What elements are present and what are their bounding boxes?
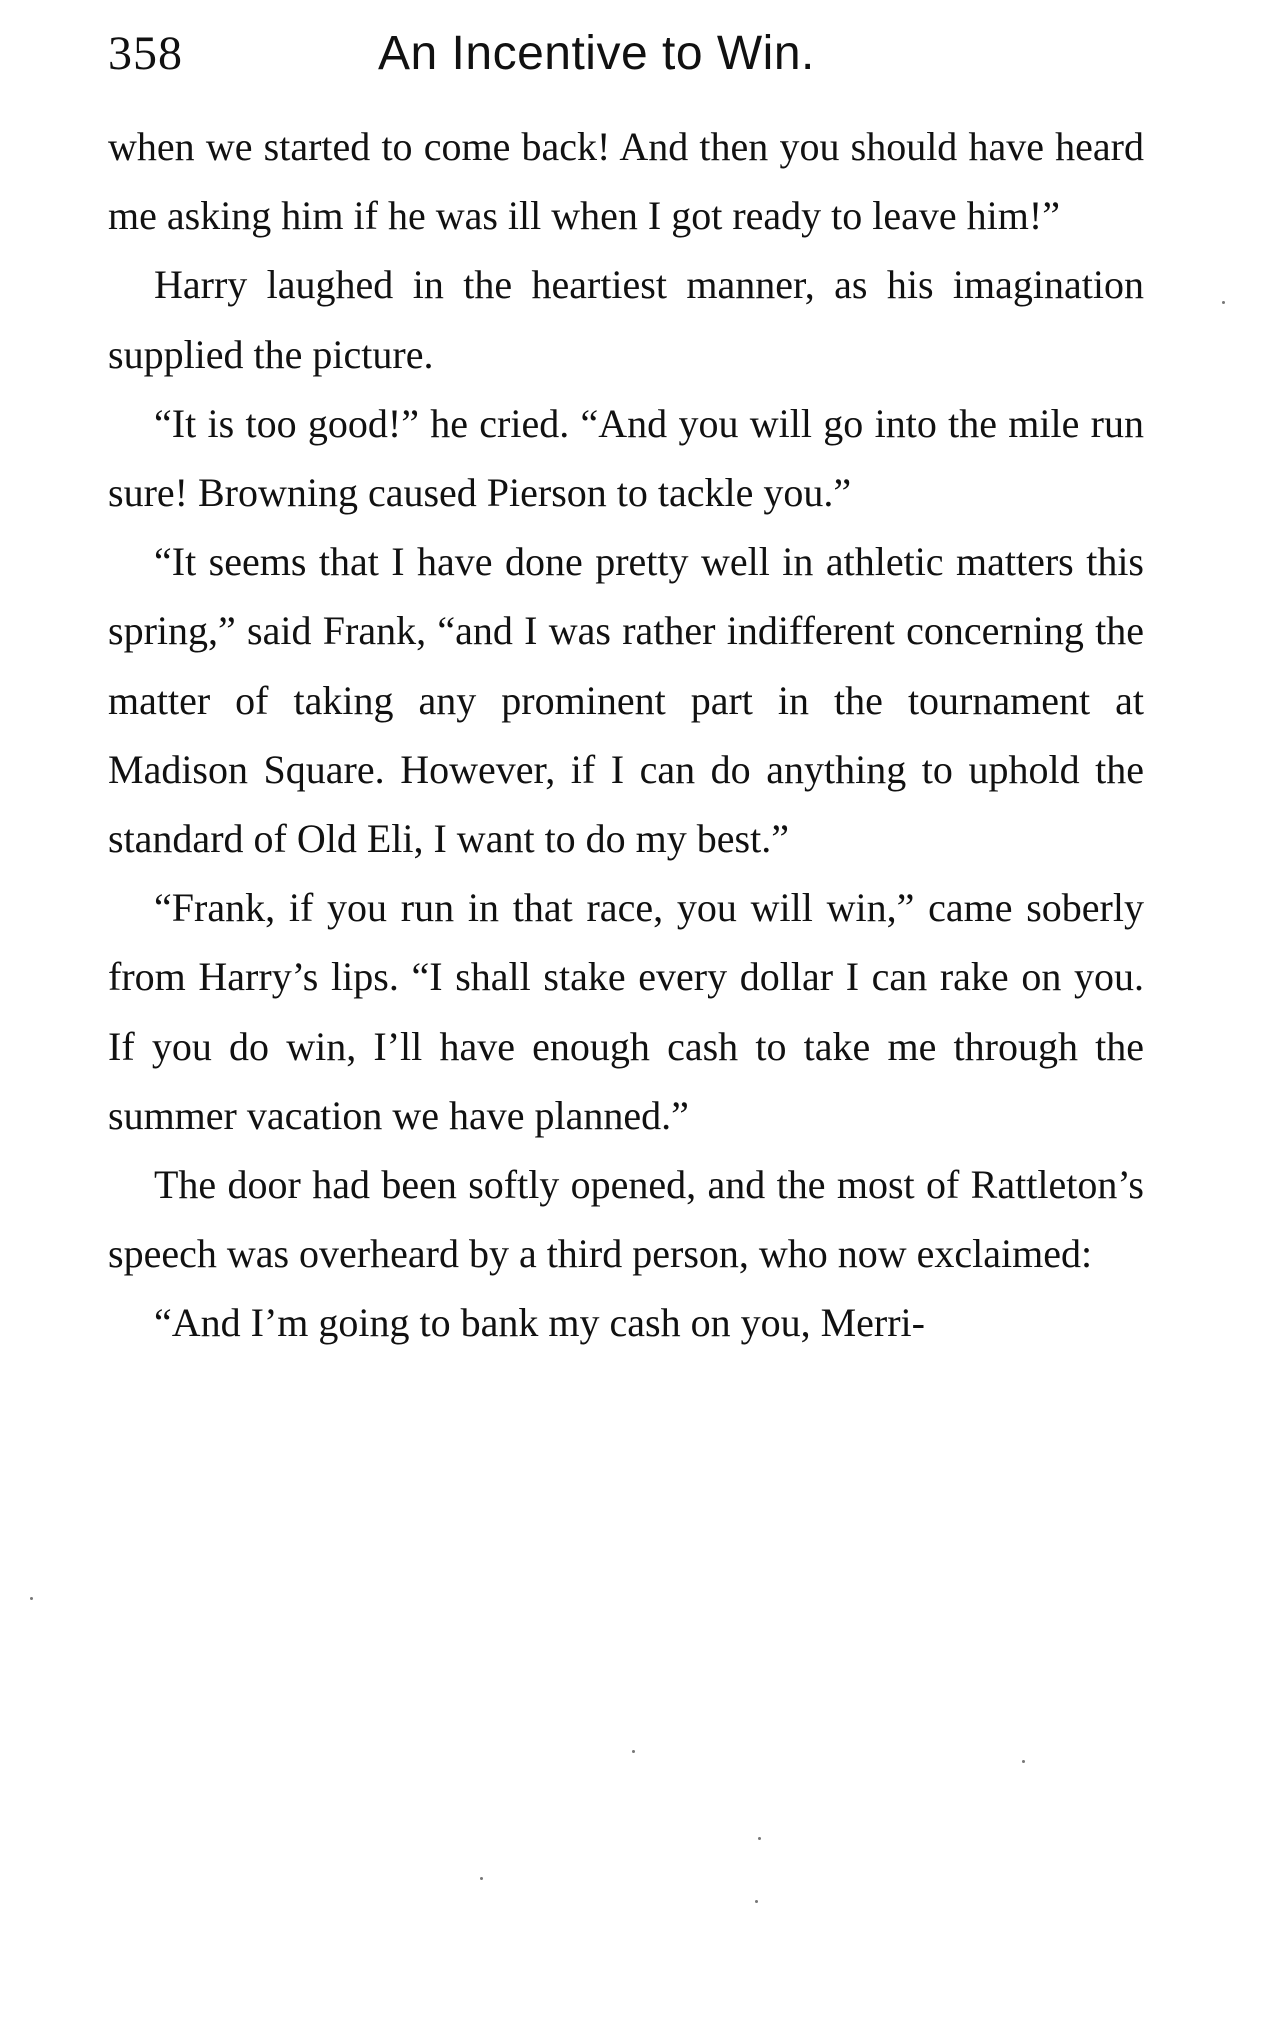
paragraph: when we started to come back! And then you should have heard me asking him if he was ill when I got ready to leave him!” <box>108 124 1144 239</box>
scan-speck <box>480 1877 483 1880</box>
scan-speck <box>1222 301 1225 304</box>
scan-speck <box>1022 1760 1025 1763</box>
scan-speck <box>755 1900 758 1903</box>
paragraph: “Frank, if you run in that race, you will win,” came soberly from Harry’s lips. “I shall stake every dollar I can rake on you. If you do win, I’ll have enough cash to take me through the summer vacation we have planned.” <box>108 885 1144 1138</box>
scan-speck <box>632 1750 635 1753</box>
paragraph: “And I’m going to bank my cash on you, Merri- <box>154 1300 925 1346</box>
paragraph: Harry laughed in the heartiest manner, as his imagination supplied the picture. <box>108 262 1144 377</box>
scan-speck <box>758 1837 761 1840</box>
paragraph: “It seems that I have done pretty well in athletic matters this spring,” said Frank, “and I was rather indifferent concerning the matter of taking any prominent part in the tournament at Madison Square. However, if I can do anything to uphold the standard of Old Eli, I want to do my best.” <box>108 539 1144 862</box>
page-number: 358 <box>108 27 183 80</box>
page-header <box>108 18 1148 88</box>
running-title: An Incentive to Win. <box>378 27 815 80</box>
paragraph: “It is too good!” he cried. “And you will go into the mile run sure! Browning caused Pierson to tackle you.” <box>108 400 1144 516</box>
body-text <box>108 112 1144 1358</box>
paragraph: The door had been softly opened, and the most of Rattleton’s speech was overheard by a third person, who now exclaimed: <box>108 1162 1144 1277</box>
scan-speck <box>30 1597 33 1600</box>
